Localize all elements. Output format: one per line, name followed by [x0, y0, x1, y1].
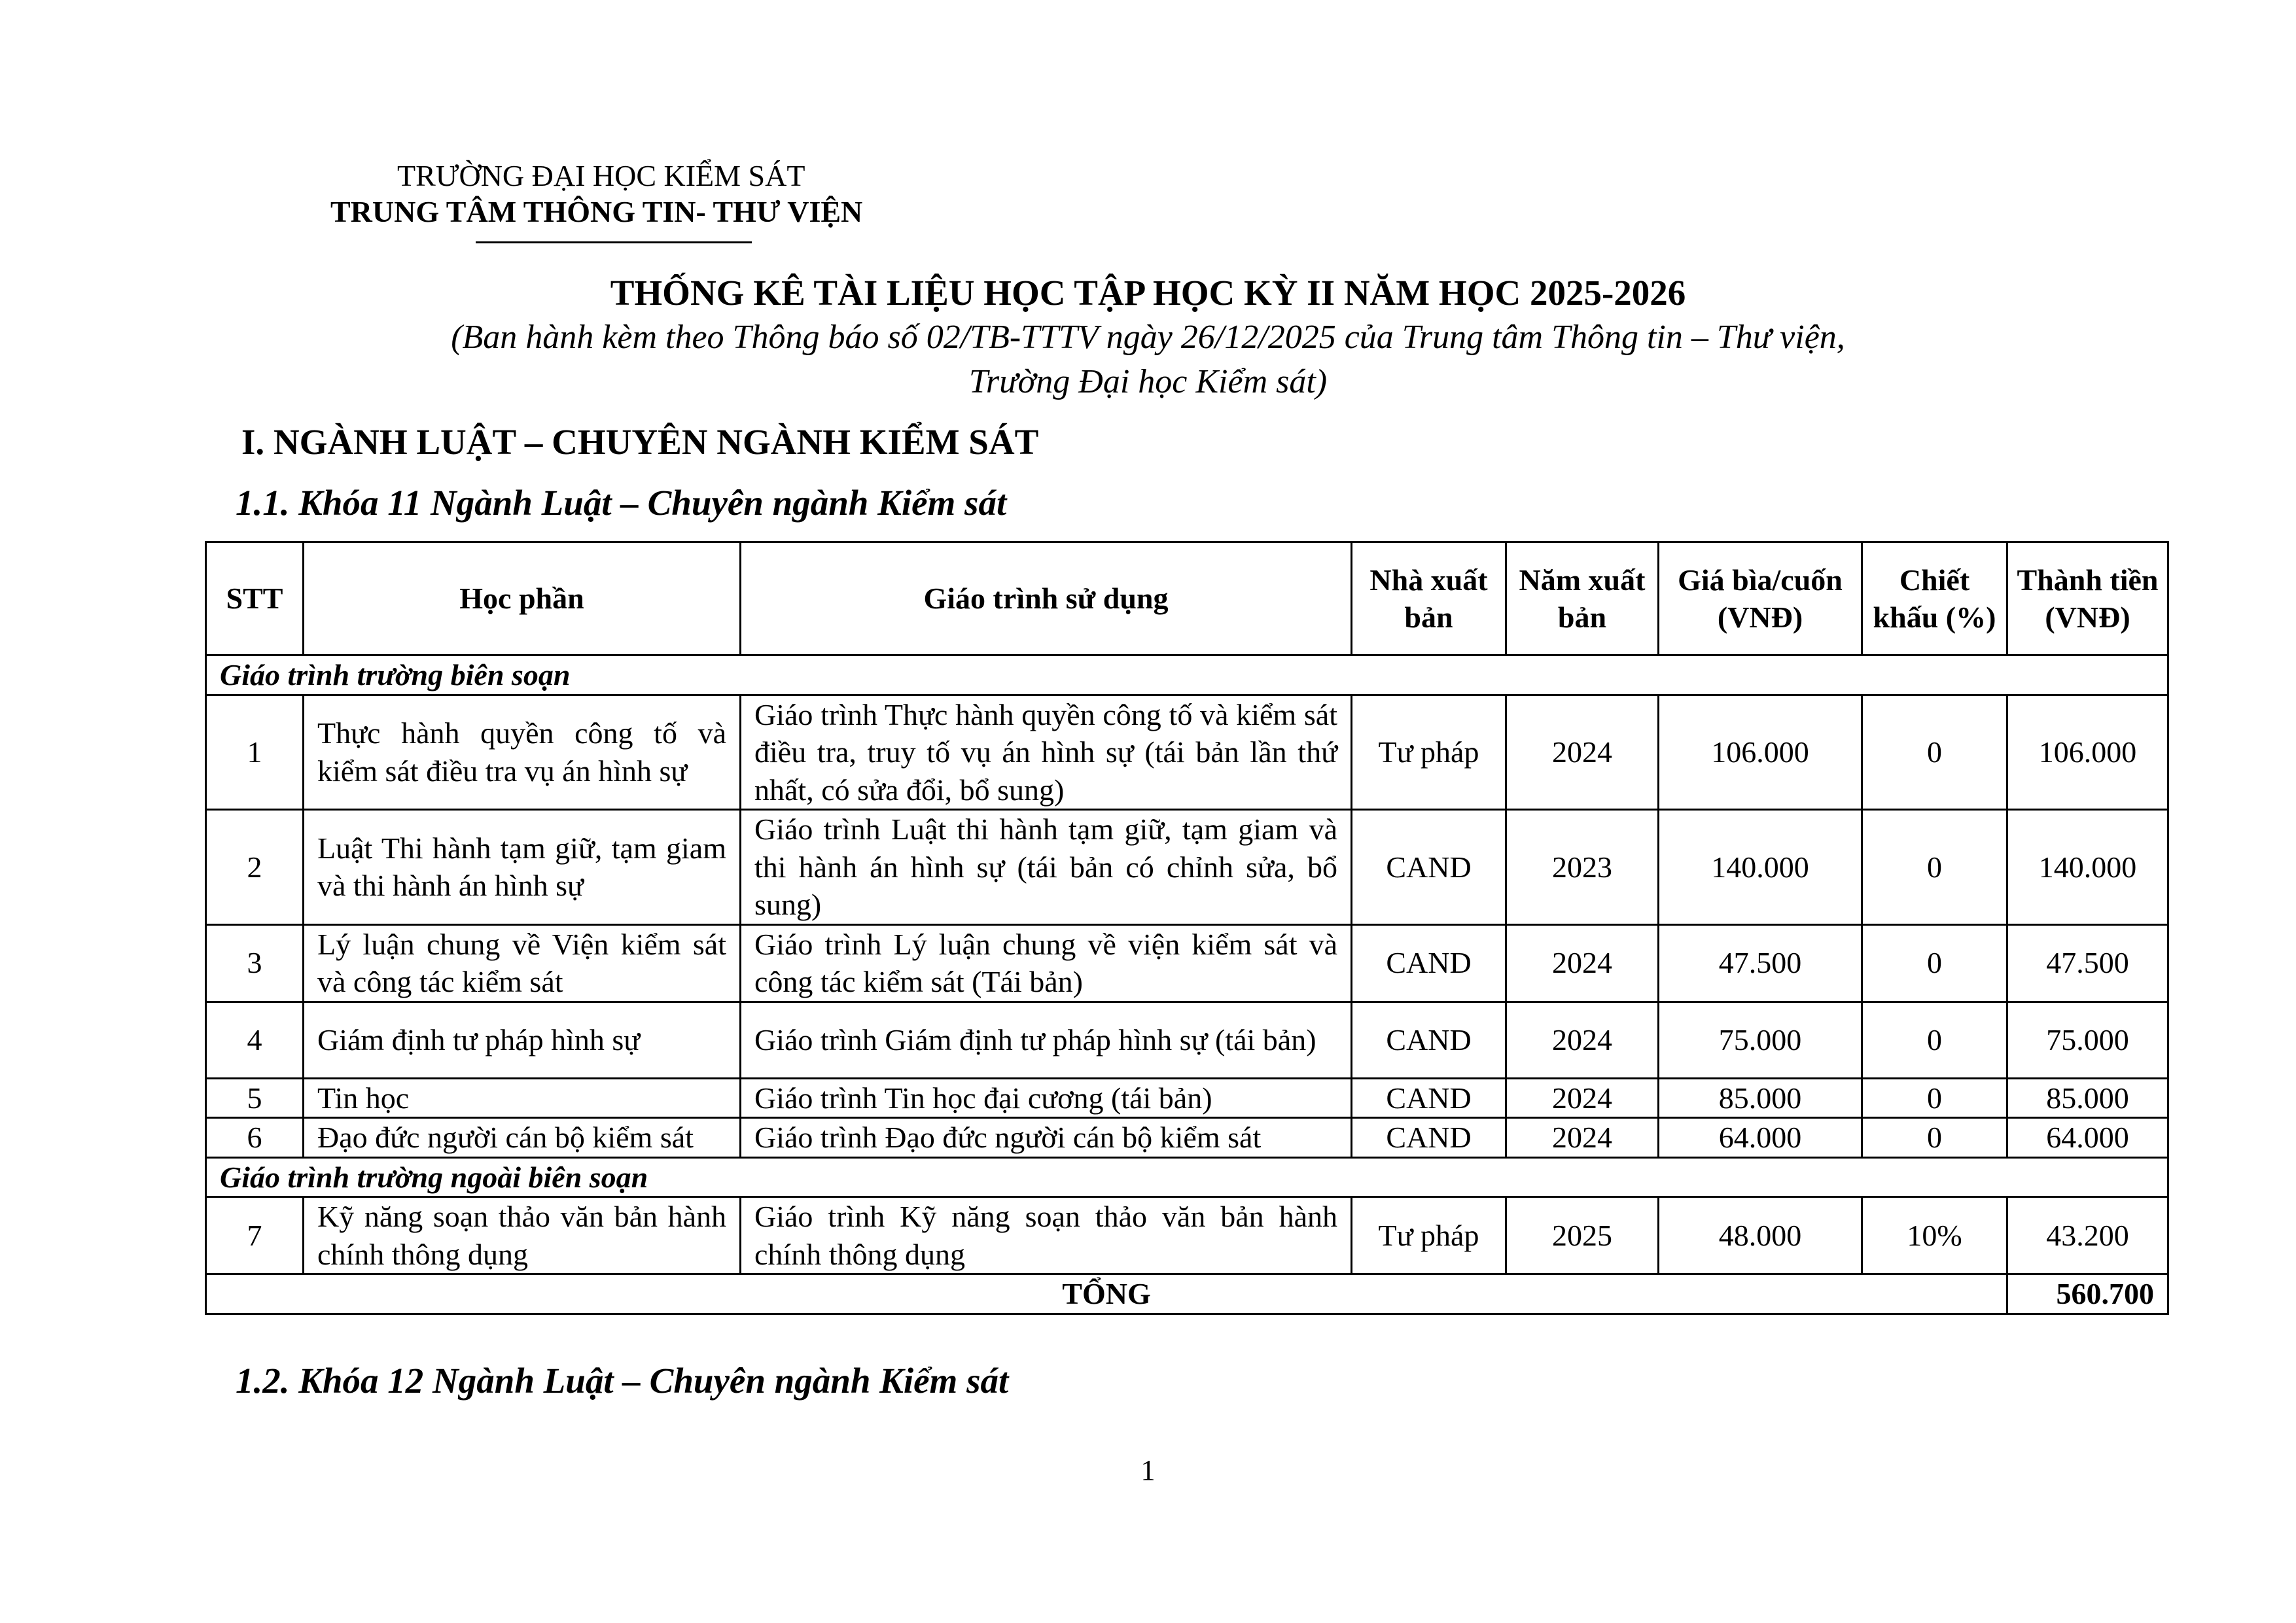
cell-stt: 3: [206, 924, 304, 1002]
header-divider: [476, 241, 752, 243]
cell-discount: 10%: [1862, 1197, 2007, 1274]
table-row: [206, 1118, 2168, 1158]
cell-price: 48.000: [1659, 1197, 1862, 1274]
table-row: [206, 1197, 2168, 1274]
cell-publisher: CAND: [1352, 924, 1506, 1002]
table-row: [206, 924, 2168, 1002]
document-subtitle-line-2: Trường Đại học Kiểm sát): [968, 363, 1328, 400]
cell-discount: 0: [1862, 810, 2007, 925]
cell-year: 2023: [1506, 810, 1659, 925]
cell-publisher: CAND: [1352, 1078, 1506, 1118]
cell-amount: 47.500: [2007, 924, 2168, 1002]
cell-discount: 0: [1862, 695, 2007, 810]
subsection-heading-1-2: 1.2. Khóa 12 Ngành Luật – Chuyên ngành Kiểm sát: [236, 1361, 1009, 1401]
cell-course: Thực hành quyền công tố và kiểm sát điều tra vụ án hình sự: [304, 695, 741, 810]
table-row: [206, 810, 2168, 925]
cell-discount: 0: [1862, 1118, 2007, 1158]
cell-course: Tin học: [304, 1078, 741, 1118]
section-heading: I. NGÀNH LUẬT – CHUYÊN NGÀNH KIỂM SÁT: [241, 422, 1039, 462]
total-amount: 560.700: [2007, 1274, 2168, 1314]
document-subtitle-line-1: (Ban hành kèm theo Thông báo số 02/TB-TTTV ngày 26/12/2025 của Trung tâm Thông tin – Thư viện,: [451, 319, 1845, 356]
cell-publisher: Tư pháp: [1352, 1197, 1506, 1274]
column-header-textbook: Giáo trình sử dụng: [741, 542, 1352, 655]
column-header-publisher: Nhà xuất bản: [1352, 542, 1506, 655]
column-header-price: Giá bìa/cuốn (VNĐ): [1659, 542, 1862, 655]
total-row: [206, 1274, 2168, 1314]
cell-amount: 106.000: [2007, 695, 2168, 810]
cell-discount: 0: [1862, 924, 2007, 1002]
textbook-table: [205, 541, 2169, 1315]
group-row: [206, 655, 2168, 695]
cell-stt: 2: [206, 810, 304, 925]
cell-price: 47.500: [1659, 924, 1862, 1002]
table-row: [206, 695, 2168, 810]
cell-stt: 6: [206, 1118, 304, 1158]
cell-amount: 43.200: [2007, 1197, 2168, 1274]
cell-year: 2024: [1506, 1078, 1659, 1118]
group-label: Giáo trình trường biên soạn: [206, 655, 2168, 695]
school-name: TRƯỜNG ĐẠI HỌC KIỂM SÁT: [397, 159, 805, 192]
column-header-course: Học phần: [304, 542, 741, 655]
group-row: [206, 1157, 2168, 1197]
cell-textbook: Giáo trình Đạo đức người cán bộ kiểm sát: [741, 1118, 1352, 1158]
cell-year: 2024: [1506, 1118, 1659, 1158]
cell-stt: 1: [206, 695, 304, 810]
cell-course: Giám định tư pháp hình sự: [304, 1002, 741, 1078]
cell-publisher: CAND: [1352, 810, 1506, 925]
cell-price: 64.000: [1659, 1118, 1862, 1158]
subsection-heading-1-1: 1.1. Khóa 11 Ngành Luật – Chuyên ngành Kiểm sát: [236, 483, 1007, 523]
center-name: TRUNG TÂM THÔNG TIN- THƯ VIỆN: [330, 195, 863, 228]
cell-publisher: CAND: [1352, 1118, 1506, 1158]
cell-year: 2025: [1506, 1197, 1659, 1274]
page-number: 1: [1140, 1454, 1156, 1486]
table-row: [206, 1002, 2168, 1078]
total-label: TỔNG: [206, 1274, 2007, 1314]
cell-textbook: Giáo trình Lý luận chung về viện kiểm sát và công tác kiểm sát (Tái bản): [741, 924, 1352, 1002]
document-title: THỐNG KÊ TÀI LIỆU HỌC TẬP HỌC KỲ II NĂM HỌC 2025-2026: [610, 273, 1686, 313]
cell-stt: 5: [206, 1078, 304, 1118]
cell-year: 2024: [1506, 1002, 1659, 1078]
column-header-year: Năm xuất bản: [1506, 542, 1659, 655]
cell-publisher: CAND: [1352, 1002, 1506, 1078]
cell-course: Kỹ năng soạn thảo văn bản hành chính thông dụng: [304, 1197, 741, 1274]
cell-textbook: Giáo trình Kỹ năng soạn thảo văn bản hành chính thông dụng: [741, 1197, 1352, 1274]
cell-discount: 0: [1862, 1078, 2007, 1118]
cell-price: 140.000: [1659, 810, 1862, 925]
group-label: Giáo trình trường ngoài biên soạn: [206, 1157, 2168, 1197]
cell-textbook: Giáo trình Luật thi hành tạm giữ, tạm giam và thi hành án hình sự (tái bản có chỉnh sửa, bổ sung): [741, 810, 1352, 925]
cell-discount: 0: [1862, 1002, 2007, 1078]
column-header-discount: Chiết khấu (%): [1862, 542, 2007, 655]
cell-amount: 64.000: [2007, 1118, 2168, 1158]
cell-year: 2024: [1506, 924, 1659, 1002]
cell-price: 75.000: [1659, 1002, 1862, 1078]
cell-textbook: Giáo trình Giám định tư pháp hình sự (tái bản): [741, 1002, 1352, 1078]
column-header-amount: Thành tiền (VNĐ): [2007, 542, 2168, 655]
cell-publisher: Tư pháp: [1352, 695, 1506, 810]
cell-year: 2024: [1506, 695, 1659, 810]
cell-course: Lý luận chung về Viện kiểm sát và công tác kiểm sát: [304, 924, 741, 1002]
table-row: [206, 1078, 2168, 1118]
cell-stt: 7: [206, 1197, 304, 1274]
cell-amount: 85.000: [2007, 1078, 2168, 1118]
cell-amount: 140.000: [2007, 810, 2168, 925]
cell-course: Luật Thi hành tạm giữ, tạm giam và thi hành án hình sự: [304, 810, 741, 925]
cell-stt: 4: [206, 1002, 304, 1078]
cell-amount: 75.000: [2007, 1002, 2168, 1078]
cell-price: 85.000: [1659, 1078, 1862, 1118]
cell-price: 106.000: [1659, 695, 1862, 810]
table-header-row: [206, 542, 2168, 655]
cell-textbook: Giáo trình Thực hành quyền công tố và kiểm sát điều tra, truy tố vụ án hình sự (tái bản lần thứ nhất, có sửa đổi, bổ sung): [741, 695, 1352, 810]
cell-textbook: Giáo trình Tin học đại cương (tái bản): [741, 1078, 1352, 1118]
column-header-stt: STT: [206, 542, 304, 655]
cell-course: Đạo đức người cán bộ kiểm sát: [304, 1118, 741, 1158]
